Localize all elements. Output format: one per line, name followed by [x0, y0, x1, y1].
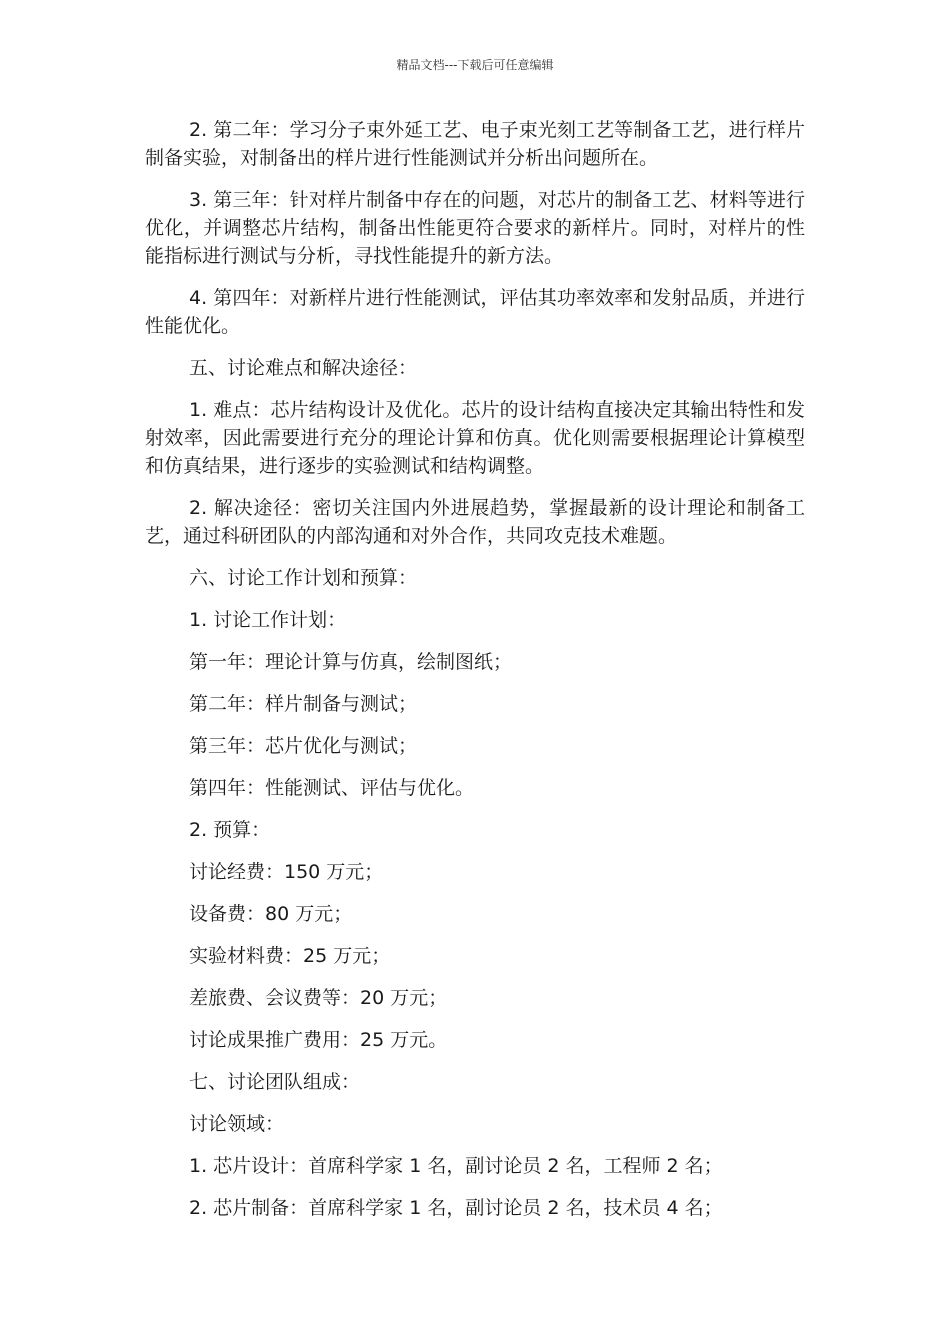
team-item: 1. 芯片设计：首席科学家 1 名，副讨论员 2 名，工程师 2 名；: [189, 1155, 723, 1177]
budget-item: 设备费：80 万元；: [189, 903, 353, 925]
plan-item: 第三年：芯片优化与测试；: [189, 735, 418, 757]
section-heading-6: 六、讨论工作计划和预算：: [189, 567, 418, 589]
team-field-heading: 讨论领域：: [189, 1113, 285, 1135]
page-header: 精品文档---下载后可任意编辑: [396, 58, 554, 72]
plan-item: 第一年：理论计算与仿真，绘制图纸；: [189, 651, 513, 673]
budget-item: 实验材料费：25 万元；: [189, 945, 391, 967]
document-body: [145, 116, 805, 1236]
section-heading-5: 五、讨论难点和解决途径：: [189, 357, 418, 379]
budget-heading: 2. 预算：: [189, 819, 271, 841]
plan-item: 第二年：样片制备与测试；: [189, 693, 418, 715]
team-item: 2. 芯片制备：首席科学家 1 名，副讨论员 2 名，技术员 4 名；: [189, 1197, 723, 1219]
paragraph-year-3: 3. 第三年：针对样片制备中存在的问题，对芯片的制备工艺、材料等进行优化，并调整芯片结构，制备出性能更符合要求的新样片。同时，对样片的性能指标进行测试与分析，寻找性能提升的新方法。: [145, 189, 805, 267]
plan-item: 第四年：性能测试、评估与优化。: [189, 777, 475, 799]
budget-item: 讨论经费：150 万元；: [189, 861, 384, 883]
plan-heading: 1. 讨论工作计划：: [189, 609, 347, 631]
paragraph-solution: 2. 解决途径：密切关注国内外进展趋势，掌握最新的设计理论和制备工艺，通过科研团队的内部沟通和对外合作，共同攻克技术难题。: [145, 497, 805, 547]
section-heading-7: 七、讨论团队组成：: [189, 1071, 361, 1093]
budget-item: 差旅费、会议费等：20 万元；: [189, 987, 448, 1009]
paragraph-difficulty: 1. 难点：芯片结构设计及优化。芯片的设计结构直接决定其输出特性和发射效率，因此需要进行充分的理论计算和仿真。优化则需要根据理论计算模型和仿真结果，进行逐步的实验测试和结构调整。: [145, 399, 805, 477]
paragraph-year-4: 4. 第四年：对新样片进行性能测试，评估其功率效率和发射品质，并进行性能优化。: [145, 287, 805, 337]
paragraph-year-2: 2. 第二年：学习分子束外延工艺、电子束光刻工艺等制备工艺，进行样片制备实验，对制备出的样片进行性能测试并分析出问题所在。: [145, 119, 805, 169]
budget-item: 讨论成果推广费用：25 万元。: [189, 1029, 448, 1051]
